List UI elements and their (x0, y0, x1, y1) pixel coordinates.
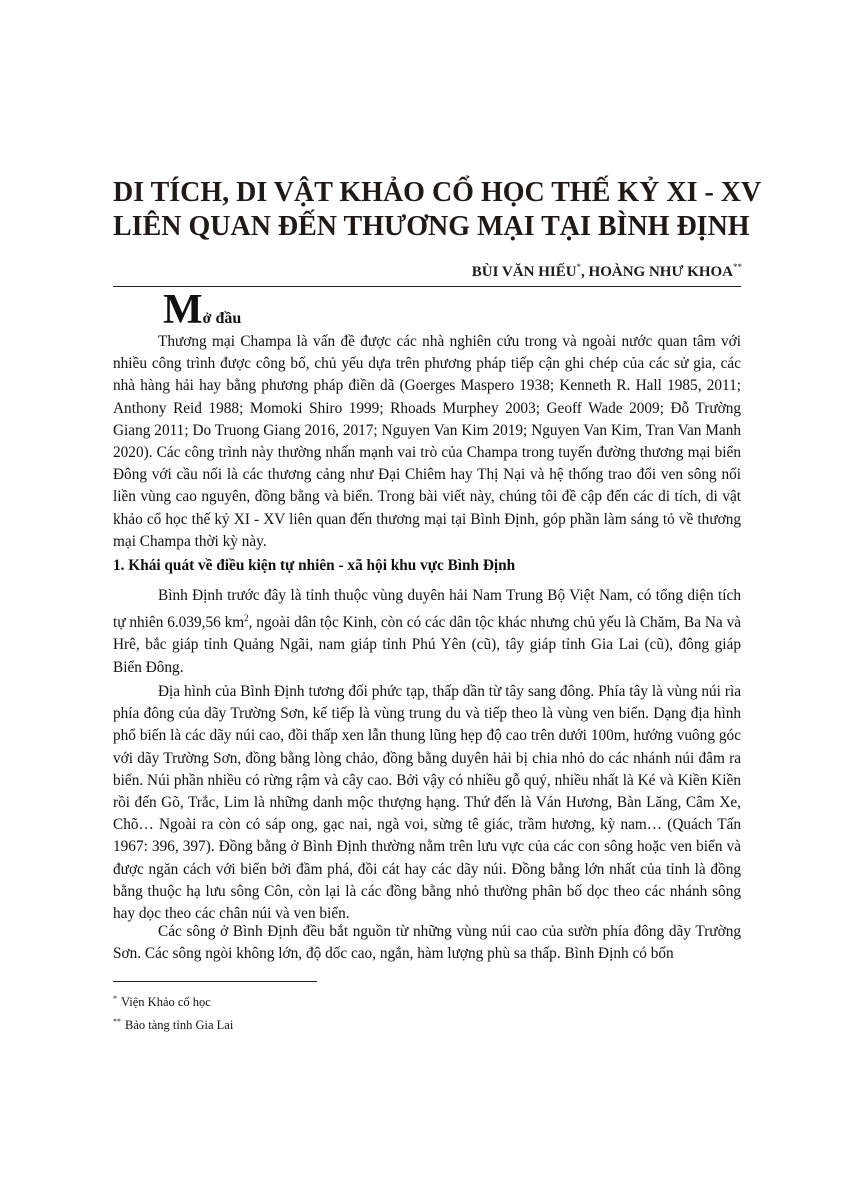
title-line-1: DI TÍCH, DI VẬT KHẢO CỔ HỌC THẾ KỶ XI - XV (113, 177, 762, 208)
author-line (472, 262, 742, 281)
footnote-2 (113, 1017, 233, 1033)
footnote-2-text: Bảo tàng tỉnh Gia Lai (125, 1018, 234, 1032)
p1-superscript: 2 (244, 613, 249, 624)
section-1-paragraph-3: Các sông ở Bình Định đều bắt nguồn từ những vùng núi cao của sườn phía đông dãy Trường Sơn. Các sông ngòi không lớn, độ dốc cao, ngắn, hàm lượng phù sa thấp. Bình Định có bốn (113, 923, 741, 963)
header-divider (113, 286, 741, 287)
intro-paragraph: Thương mại Champa là vấn đề được các nhà nghiên cứu trong và ngoài nước quan tâm với nhiều công trình được công bố, chủ yếu dựa trên phương pháp tiếp cận ghi chép của các sử gia, các nhà hàng hải hay bằng phương pháp điền dã (Goerges Maspero 1938; Kenneth R. Hall 1985, 2011; Anthony Reid 1988; Momoki Shiro 1999; Rhoads Murphey 2003; Geoff Wade 2009; Đỗ Trường Giang 2011; Do Truong Giang 2016, 2017; Nguyen Van Kim 2019; Nguyen Van Kim, Tran Van Manh 2020). Các công trình này thường nhấn mạnh vai trò của Champa trong tuyến đường thương mại biển Đông với cầu nối là các thương cảng như Đại Chiêm hay Thị Nại và hệ thống trao đổi ven sông nối liền vùng cao nguyên, đồng bằng và biển. Trong bài viết này, chúng tôi đề cập đến các di tích, di vật khảo cổ học thế kỷ XI - XV liên quan đến thương mại tại Bình Định, góp phần làm sáng tỏ về thương mại Champa thời kỳ này. (113, 333, 741, 550)
intro-dropcap: M (163, 287, 203, 333)
footnote-2-mark: ** (113, 1017, 121, 1026)
author-1-mark: * (576, 262, 582, 272)
title-line-2: LIÊN QUAN ĐẾN THƯƠNG MẠI TẠI BÌNH ĐỊNH (113, 211, 750, 242)
author-1: BÙI VĂN HIẾU (471, 264, 577, 280)
author-2: HOÀNG NHƯ KHOA (588, 264, 733, 280)
author-2-mark: ** (733, 262, 742, 272)
section-1-paragraph-2: Địa hình của Bình Định tương đối phức tạp, thấp dần từ tây sang đông. Phía tây là vùng núi rìa phía đông của dãy Trường Sơn, kế tiếp là vùng trung du và tiếp theo là vùng ven biển. Dạng địa hình phổ biến là các dãy núi cao, đồi thấp xen lẫn thung lũng hẹp độ cao trên dưới 100m, hướng vuông góc với dãy Trường Sơn, đồng bằng lòng chảo, đồng bằng duyên hải bị chia nhỏ do các nhánh núi đâm ra biển. Núi phần nhiều có rừng rậm và cây cao. Bởi vậy có nhiều gỗ quý, nhiều nhất là Ké và Kiền Kiền rồi đến Gõ, Trắc, Lim là những danh mộc thượng hạng. Thứ đến là Ván Hương, Bàn Lăng, Câm Xe, Chõ… Ngoài ra còn có sáp ong, gạc nai, ngà voi, sừng tê giác, trầm hương, kỳ nam… (Quách Tấn 1967: 396, 397). Đồng bằng ở Bình Định thường nằm trên lưu vực của các con sông hoặc ven biển và được ngăn cách với biển bởi đầm phá, đồi cát hay các dãy núi. Đồng bằng lớn nhất của tỉnh là đồng bằng thuộc hạ lưu sông Côn, còn lại là các đồng bằng nhỏ thường phân bố dọc theo các nhánh sông hay dọc theo các chân núi và ven biển. (113, 683, 741, 923)
author-separator: , (581, 264, 589, 280)
intro-heading (163, 288, 241, 332)
section-1-heading: 1. Khái quát về điều kiện tự nhiên - xã hội khu vực Bình Định (113, 557, 516, 574)
p1-text-b: , ngoài dân tộc Kinh, còn có các dân tộc khác nhưng chủ yếu là Chăm, Ba Na và Hrê, bắc giáp tỉnh Quảng Ngãi, nam giáp tỉnh Phú Yên (cũ), tây giáp tỉnh Gia Lai (cũ), đông giáp Biển Đông. (113, 614, 742, 676)
footnote-1-text: Viện Khảo cổ học (121, 995, 211, 1009)
footnote-1 (113, 994, 211, 1010)
p1-text-a: Bình Định trước đây là tỉnh thuộc vùng duyên hải Nam Trung Bộ Việt Nam, có tổng diện tích tự nhiên 6.039,56 km (113, 587, 741, 632)
intro-heading-rest: ở đầu (202, 310, 242, 327)
footnote-divider (113, 981, 317, 982)
section-1-paragraph-1 (113, 585, 741, 679)
footnote-1-mark: * (113, 994, 117, 1003)
article-title (113, 176, 762, 244)
